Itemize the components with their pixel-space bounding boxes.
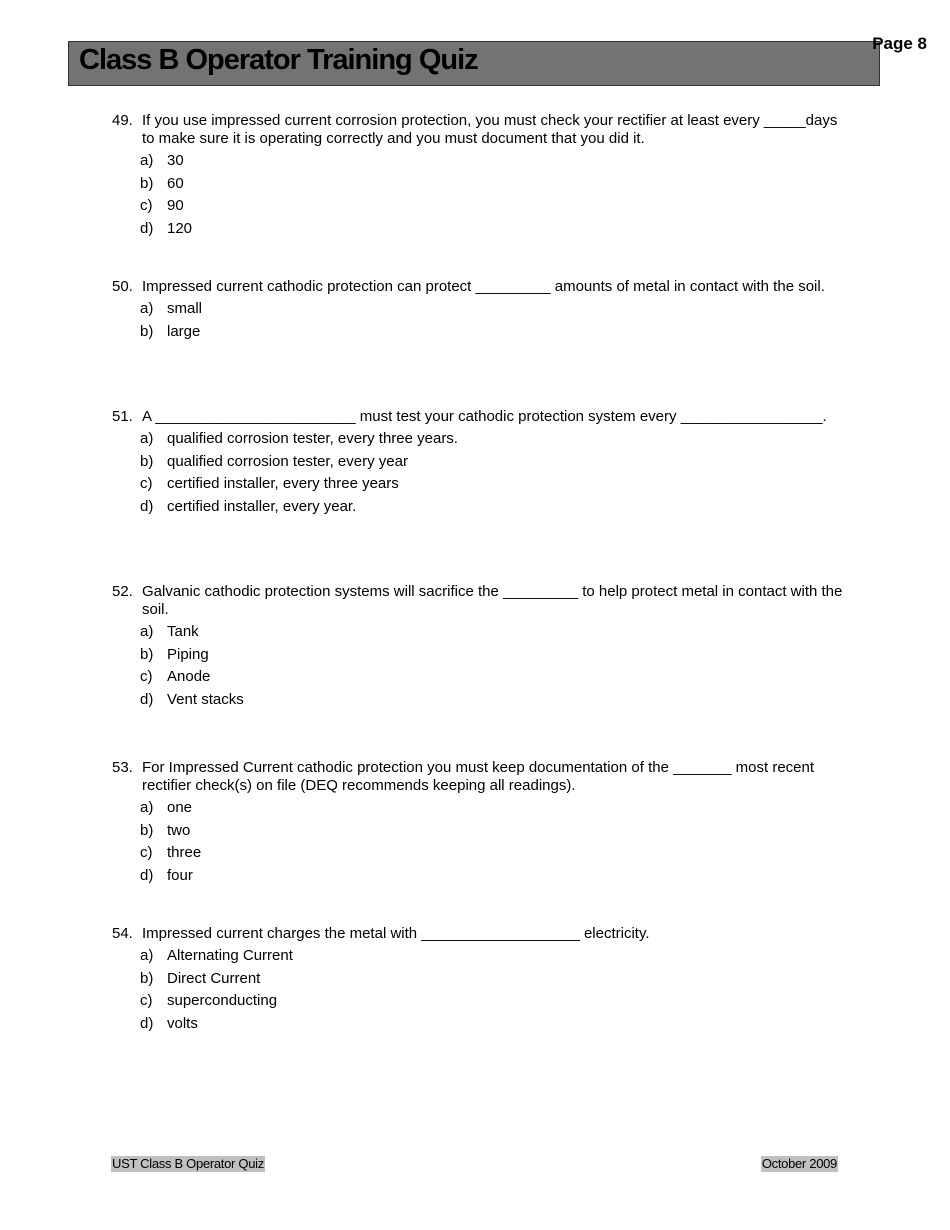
question-text: A ________________________ must test your cathodic protection system every _________________. [142, 408, 827, 425]
question-text: Impressed current cathodic protection can protect _________ amounts of metal in contact with the soil. [142, 278, 825, 295]
footer-date: October 2009 [761, 1156, 837, 1171]
option-letter: b) [140, 322, 154, 340]
option-text: Anode [167, 668, 211, 685]
question-text-row [112, 925, 847, 943]
option-text: certified installer, every year. [167, 497, 357, 515]
answer-option [140, 475, 847, 498]
answer-option [140, 668, 847, 691]
question-number: 51. [112, 408, 133, 425]
question-number: 52. [112, 583, 133, 600]
answer-option [140, 220, 847, 243]
question-text-row [112, 278, 847, 296]
question-item [112, 583, 847, 713]
answer-option [140, 430, 847, 453]
option-letter: d) [140, 1014, 154, 1032]
option-letter: b) [140, 969, 154, 987]
option-letter: a) [140, 623, 154, 640]
question-text-row [112, 759, 847, 795]
option-text: 60 [167, 174, 184, 192]
option-letter: d) [140, 866, 154, 884]
option-letter: b) [140, 452, 154, 470]
footer-document-title: UST Class B Operator Quiz [112, 1156, 264, 1171]
option-text: Direct Current [167, 969, 261, 987]
answer-option [140, 623, 847, 646]
option-text: one [167, 799, 193, 816]
question-item [112, 759, 847, 889]
question-item [112, 112, 847, 242]
question-text-row [112, 408, 847, 426]
question-number: 54. [112, 925, 133, 942]
answer-options [140, 430, 847, 520]
question-number: 50. [112, 278, 133, 295]
answer-option [140, 498, 847, 521]
answer-option [140, 300, 847, 323]
option-letter: a) [140, 947, 154, 964]
option-letter: b) [140, 821, 154, 839]
option-text: Alternating Current [167, 947, 293, 964]
answer-option [140, 799, 847, 822]
option-letter: d) [140, 497, 154, 515]
answer-option [140, 1015, 847, 1038]
option-letter: a) [140, 799, 154, 816]
page-number: Page 8 [872, 34, 927, 53]
answer-options [140, 152, 847, 242]
option-text: Piping [167, 645, 209, 663]
option-text: superconducting [167, 992, 278, 1009]
page-title: Class B Operator Training Quiz [79, 44, 478, 76]
option-text: Vent stacks [167, 690, 244, 708]
option-text: two [167, 821, 191, 839]
option-text: three [167, 844, 202, 861]
option-letter: a) [140, 300, 154, 317]
option-text: volts [167, 1014, 198, 1032]
answer-options [140, 623, 847, 713]
option-letter: c) [140, 844, 153, 861]
question-item [112, 408, 847, 520]
question-text: Impressed current charges the metal with ___________________ electricity. [142, 925, 650, 942]
answer-option [140, 197, 847, 220]
answer-option [140, 175, 847, 198]
answer-option [140, 992, 847, 1015]
header-bar [68, 41, 880, 86]
option-letter: a) [140, 152, 154, 169]
answer-option [140, 646, 847, 669]
option-text: qualified corrosion tester, every three years. [167, 430, 458, 447]
option-letter: c) [140, 668, 153, 685]
answer-option [140, 453, 847, 476]
option-letter: d) [140, 219, 154, 237]
answer-option [140, 822, 847, 845]
option-text: Tank [167, 623, 199, 640]
question-text: Galvanic cathodic protection systems will sacrifice the _________ to help protect metal in contact with the soil. [142, 583, 843, 618]
question-text-row [112, 583, 847, 619]
option-letter: c) [140, 475, 153, 492]
option-text: four [167, 866, 193, 884]
option-text: 120 [167, 219, 193, 237]
question-text-row [112, 112, 847, 148]
answer-option [140, 152, 847, 175]
option-text: 30 [167, 152, 184, 169]
question-text: For Impressed Current cathodic protection you must keep documentation of the _______ most recent rectifier check(s) on file (DEQ recommends keeping all readings). [142, 759, 815, 794]
question-item [112, 925, 847, 1037]
answer-option [140, 691, 847, 714]
option-letter: a) [140, 430, 154, 447]
answer-option [140, 844, 847, 867]
option-text: qualified corrosion tester, every year [167, 452, 408, 470]
answer-option [140, 947, 847, 970]
answer-option [140, 970, 847, 993]
option-letter: b) [140, 645, 154, 663]
answer-options [140, 947, 847, 1037]
question-number: 49. [112, 112, 133, 129]
option-text: large [167, 322, 201, 340]
option-text: 90 [167, 197, 184, 214]
answer-option [140, 323, 847, 346]
question-text: If you use impressed current corrosion protection, you must check your rectifier at least every _____days to make sure it is operating correctly and you must document that you did it. [142, 112, 838, 147]
option-letter: c) [140, 197, 153, 214]
option-text: certified installer, every three years [167, 475, 399, 492]
question-number: 53. [112, 759, 133, 776]
answer-options [140, 799, 847, 889]
question-item [112, 278, 847, 345]
answer-options [140, 300, 847, 345]
option-text: small [167, 300, 203, 317]
option-letter: d) [140, 690, 154, 708]
answer-option [140, 867, 847, 890]
option-letter: b) [140, 174, 154, 192]
option-letter: c) [140, 992, 153, 1009]
